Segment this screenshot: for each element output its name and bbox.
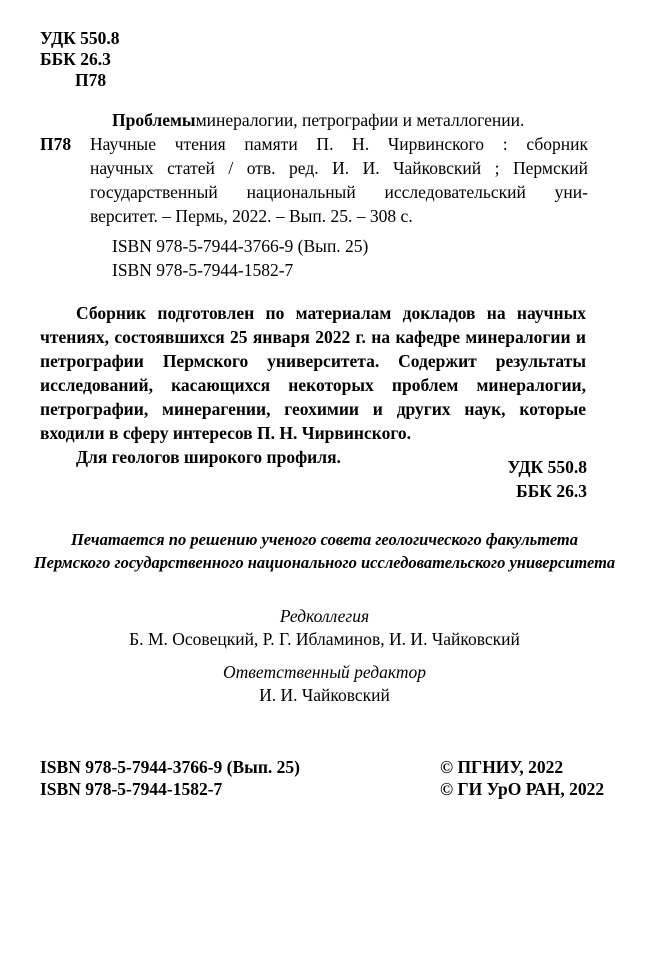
bbk-code: ББК 26.3 xyxy=(40,49,111,69)
description-line-5 xyxy=(40,204,588,228)
bbk-code-right: ББК 26.3 xyxy=(516,481,587,501)
description-text-2: Научные чтения памяти П. Н. Чирвинского : сборник xyxy=(90,134,588,154)
description-text-4: государственный национальный исследовательский уни- xyxy=(90,182,588,202)
footer-isbn xyxy=(40,755,300,799)
isbn-issue: ISBN 978-5-7944-3766-9 (Вып. 25) xyxy=(112,236,369,256)
description-line-4 xyxy=(40,180,588,204)
isbn-series: ISBN 978-5-7944-1582-7 xyxy=(112,260,294,280)
print-decision-line-1: Печатается по решению ученого совета геологического факультета xyxy=(70,530,579,549)
annotation-audience: Для геологов широкого профиля. xyxy=(76,447,341,467)
responsible-editor-name: И. И. Чайковский xyxy=(259,685,390,705)
udk-code-right: УДК 550.8 xyxy=(507,457,587,477)
annotation xyxy=(40,301,586,469)
annotation-text: Сборник подготовлен по материалам докладов на научных чтениях, состоявшихся 25 января 2022 г. на кафедре минералогии и петрографии Пермского университета. Содержит результаты исследований, касающихся некоторых проблем минералогии, петрографии, минерагении, геохимии и других наук, которые входили в сферу интересов П. Н. Чирвинского. xyxy=(40,303,586,443)
description-line-2 xyxy=(40,132,588,156)
title-line xyxy=(40,108,588,132)
copyright-pgniu: © ПГНИУ, 2022 xyxy=(440,757,564,777)
right-classification-codes xyxy=(507,455,587,503)
udk-code: УДК 550.8 xyxy=(40,28,120,48)
footer-isbn-series: ISBN 978-5-7944-1582-7 xyxy=(40,779,223,799)
print-decision-line-2: Пермского государственного национального исследовательского университета xyxy=(33,553,616,572)
editorial-board-label: Редколлегия xyxy=(279,606,370,626)
top-classification-codes xyxy=(40,28,120,91)
isbn-block xyxy=(112,234,368,282)
editorial-board-names: Б. М. Осовецкий, Р. Г. Ибламинов, И. И. Чайковский xyxy=(129,629,520,649)
description-text-3: научных статей / отв. ред. И. И. Чайковский ; Пермский xyxy=(90,158,588,178)
description-line-3 xyxy=(40,156,588,180)
author-mark: П78 xyxy=(75,70,107,90)
footer-isbn-issue: ISBN 978-5-7944-3766-9 (Вып. 25) xyxy=(40,757,300,777)
bibliographic-description xyxy=(40,108,588,228)
author-mark-inline: П78 xyxy=(40,134,72,154)
title-bold: Проблемы xyxy=(112,110,196,130)
description-text-5: верситет. – Пермь, 2022. – Вып. 25. – 308 с. xyxy=(90,206,413,226)
title-rest: минералогии, петрографии и металлогении. xyxy=(195,110,525,130)
responsible-editor-label: Ответственный редактор xyxy=(223,662,426,682)
print-decision xyxy=(0,528,649,574)
footer-copyright xyxy=(440,755,604,799)
copyright-gi-uro-ran: © ГИ УрО РАН, 2022 xyxy=(440,779,605,799)
